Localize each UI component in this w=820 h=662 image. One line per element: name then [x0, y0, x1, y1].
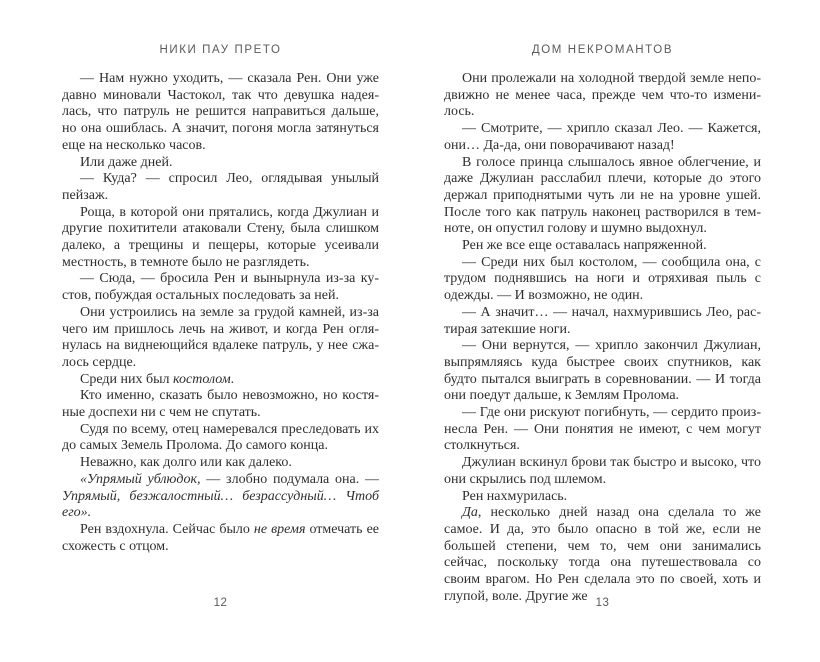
- text-run: — А значит… — начал, нахмурившись Лео, растирая затекшие ноги.: [444, 304, 761, 337]
- text-run-italic: «Упрямый ублюдок,: [80, 471, 201, 487]
- page-number-left: 12: [213, 597, 228, 609]
- text-run: — Сюда, — бросила Рен и вынырнула из-за кустов, побуждая остальных последовать за ней.: [62, 271, 379, 304]
- paragraph: [444, 338, 761, 405]
- paragraph: [62, 205, 379, 272]
- text-run: — Смотрите, — хрипло сказал Лео. — Кажется, они… Да-да, они поворачивают назад!: [444, 121, 761, 153]
- text-run-italic: не время: [253, 521, 306, 537]
- text-run: — Нам нужно уходить, — сказала Рен. Они уже давно миновали Частокол, так что девушка надеялась, что патруль не решится направиться дальше, но она ошиблась. А значит, погоня могла затянуться еще на несколько часов.: [62, 71, 379, 153]
- text-run: .: [230, 371, 235, 387]
- page-text-left: [62, 71, 379, 555]
- paragraph: [62, 422, 379, 455]
- paragraph: [444, 238, 761, 255]
- text-run-italic: костолом: [172, 371, 231, 387]
- text-run: — Где они рискуют погибнуть, — сердито произнесла Рен. — Они понятия не имеют, с чем могут столкнуться.: [444, 405, 761, 454]
- page-right: [444, 0, 761, 662]
- text-run: — злобно подумала она. —: [200, 471, 379, 487]
- text-run: Они устроились на земле за грудой камней, из-за чего им пришлось лечь на живот, и когда Рен оглянулась на виднеющийся вдалеке патруль, у нее сжалось сердце.: [62, 304, 379, 370]
- paragraph: [444, 455, 761, 488]
- paragraph: [62, 71, 379, 155]
- text-run: Роща, в которой они прятались, когда Джулиан и другие похитители атаковали Стену, была слишком далеко, а трещины и пещеры, которые усеивали местность, в темноте было не разглядеть.: [62, 204, 379, 270]
- paragraph: [62, 155, 379, 172]
- paragraph: [444, 155, 761, 239]
- text-run: Судя по всему, отец намеревался преследовать их до самых Земель Пролома. До самого конца.: [62, 421, 379, 454]
- text-run-italic: Да: [462, 505, 478, 521]
- text-run: Рен нахмурилась.: [462, 488, 568, 504]
- text-run: Они пролежали на холодной твердой земле неподвижно не менее часа, прежде чем что-то изменилось.: [444, 71, 761, 120]
- paragraph: [444, 121, 761, 154]
- paragraph: [444, 489, 761, 506]
- paragraph: [62, 271, 379, 304]
- paragraph: [62, 372, 379, 389]
- page-text-right: [444, 71, 761, 606]
- paragraph: [444, 305, 761, 338]
- text-run: Рен же все еще оставалась напряженной.: [462, 238, 707, 254]
- text-run: — Куда? — спросил Лео, оглядывая унылый пейзаж.: [62, 171, 379, 203]
- paragraph: [444, 405, 761, 455]
- running-header-author: НИКИ ПАУ ПРЕТО: [159, 43, 282, 57]
- text-run: В голосе принца слышалось явное облегчение, и даже Джулиан расслабил плечи, которые до этого держал приподнятыми чуть ли не на уровне ушей. После того как патруль наконец растворился в темноте, он опустил голову и шумно выдохнул.: [444, 154, 761, 237]
- paragraph: [444, 255, 761, 305]
- page-number-right: 13: [595, 597, 610, 609]
- paragraph: [62, 472, 379, 522]
- text-run: — Они вернутся, — хрипло закончил Джулиан, выпрямляясь куда быстрее своих спутников, как будто пытался выиграть в соревновании. — И тогда они поедут дальше, к Землям Пролома.: [444, 338, 761, 404]
- text-run: Неважно, как долго или как далеко.: [80, 455, 292, 471]
- text-run-italic: Упрямый, безжалостный… безрассудный… Чтоб его».: [62, 488, 379, 521]
- text-run: Кто именно, сказать было невозможно, но костяные доспехи ни с чем не спутать.: [62, 388, 379, 421]
- paragraph: [62, 455, 379, 472]
- text-run: Рен вздохнула. Сейчас было: [80, 521, 254, 537]
- running-header-title: ДОМ НЕКРОМАНТОВ: [531, 43, 674, 57]
- page-left: [62, 0, 379, 662]
- text-run: Или даже дней.: [80, 154, 173, 170]
- paragraph: [62, 388, 379, 421]
- paragraph: [444, 71, 761, 121]
- text-run: отмечать ее схожесть с отцом.: [62, 521, 379, 554]
- paragraph: [62, 522, 379, 555]
- text-run: , несколько дней назад она сделала то же самое. И да, это было опасно в той же, если не большей степени, чем то, чем они занимались сейчас, поскольку тогда она путешествовала со своим врагом. Но Рен сделала это по своей, хоть и глупой, воле. Другие же: [444, 505, 761, 604]
- text-run: Джулиан вскинул брови так быстро и высоко, что они скрылись под шлемом.: [444, 455, 761, 487]
- paragraph: [62, 305, 379, 372]
- text-run: Среди них был: [80, 371, 173, 387]
- paragraph: [444, 505, 761, 605]
- paragraph: [62, 171, 379, 204]
- text-run: — Среди них был костолом, — сообщила она, с трудом поднявшись на ноги и отряхивая пыль с одежды. — И возможно, не один.: [444, 254, 761, 304]
